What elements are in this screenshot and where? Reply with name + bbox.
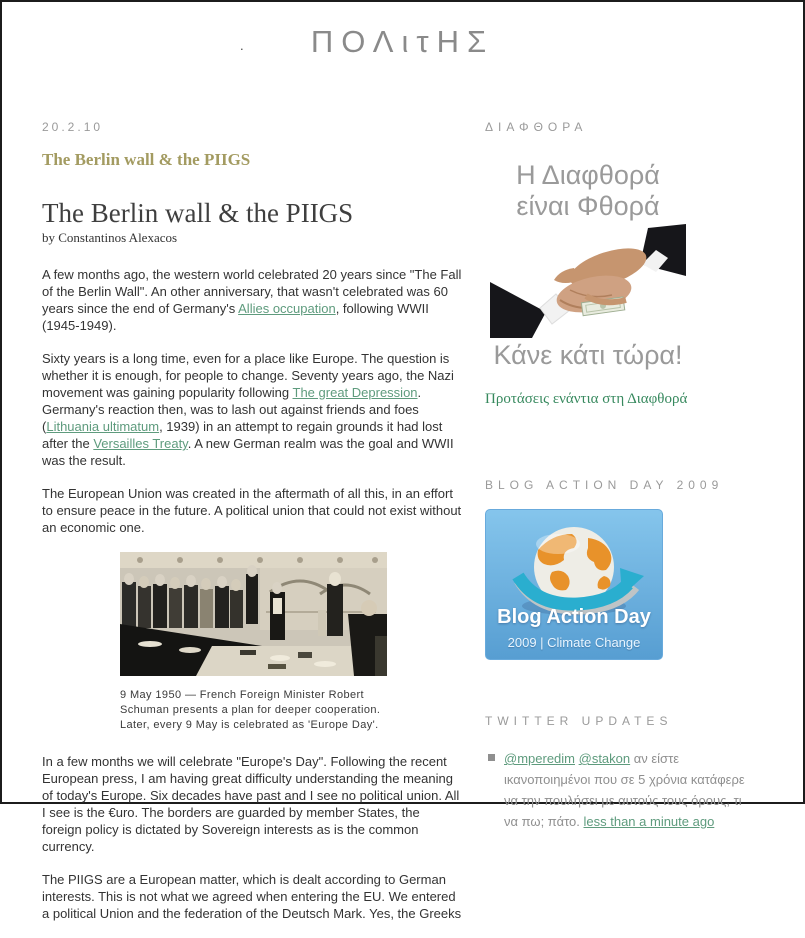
paragraph-1-text: A few months ago, the western world celebrated 20 years since "The Fall of the Berlin Wall". An other anniversary, that wasn't celebrated was 60 years since the end of Germany's [42, 267, 462, 316]
tweet-text [504, 748, 745, 832]
tweet-mention-mperedim[interactable]: @mperedim [504, 751, 575, 766]
post-heading: The Berlin wall & the PIIGS [42, 198, 354, 228]
paragraph-2-text-3: , 1939) in an attempt to regain grounds it had lost after the [42, 419, 443, 451]
corruption-banner-line2: είναι Φθορά [516, 191, 660, 221]
site-header [2, 2, 803, 100]
link-lithuania-ultimatum[interactable]: Lithuania ultimatum [46, 419, 160, 434]
corruption-banner-line1: Η Διαφθορά [516, 160, 660, 190]
paragraph-5: The PIIGS are a European matter, which is dealt according to German interests. This is not what we agreed when entering the EU. We entered a political Union and the federation of the Deutsch Mark. Yes, the Greeks [42, 872, 462, 921]
paragraph-4: In a few months we will celebrate "Europe's Day". Following the recent European press, I am having great difficulty understanding the meaning of today's Europe. Six decades have past and I see no political union. All I see is the €uro. The borders are guarded by member States, the foreign policy is dictated by Sovereign interests as is the common currency. [42, 754, 460, 854]
tweet-timestamp-link[interactable]: less than a minute ago [583, 814, 715, 829]
sidebar-heading-diafthora: ΔΙΑΦΘΟΡΑ [485, 120, 588, 134]
tweet-mention-stakon[interactable]: @stakon [578, 751, 631, 766]
tweet-bullet-icon [488, 754, 495, 761]
post-title-link[interactable]: The Berlin wall & the PIIGS [42, 150, 251, 169]
sidebar-heading-twitter: TWITTER UPDATES [485, 714, 673, 728]
main-column [42, 120, 462, 938]
paragraph-1 [42, 266, 462, 334]
post-date: 20.2.10 [42, 120, 104, 134]
post-byline: by Constantinos Alexacos [42, 230, 178, 245]
link-versailles-treaty[interactable]: Versailles Treaty [93, 436, 188, 451]
tweet-item [485, 748, 745, 832]
tweet-body: αν είστε ικανοποιημένοι που σε 5 χρόνια κατάφερε να την πουλήσει με αυτούς τους όρους, τι να πω; πάτο. [504, 751, 745, 829]
badge-title: Blog Action Day [497, 606, 651, 628]
corruption-banner-cta: Κάνε κάτι τώρα! [493, 340, 683, 370]
paragraph-1-text-2: , following WWII (1945-1949). [42, 301, 429, 333]
badge-subtitle: 2009 | Climate Change [507, 635, 641, 650]
paragraph-2-text-4: . A new German realm was the goal and WWII was the result. [42, 436, 454, 468]
photo-caption: 9 May 1950 — French Foreign Minister Robert Schuman presents a plan for deeper cooperation. Later, every 9 May is celebrated as 'Europe Day'. [120, 689, 381, 731]
paragraph-2-text-2: . Germany's reaction then, was to lash out against friends and foes ( [42, 385, 422, 434]
link-allies-occupation[interactable]: Allies occupation [238, 301, 336, 316]
handshake-bribe-icon [490, 224, 686, 338]
paragraph-2 [42, 350, 462, 469]
schuman-photo-wrap [120, 552, 387, 733]
sidebar [485, 120, 790, 832]
corruption-banner[interactable] [485, 160, 691, 371]
corruption-banner-text [485, 160, 691, 222]
paragraph-3: The European Union was created in the aftermath of all this, in an effort to ensure peace in the future. A political union that could not exist without an economic one. [42, 486, 462, 535]
navbar-dot: . [240, 38, 244, 53]
blog-action-day-badge[interactable] [485, 509, 663, 660]
paragraph-2-text: Sixty years is a long time, even for a place like Europe. The question is whether it is enough, for people to change. Seventy years ago, the Nazi movement was gaining popularity following [42, 351, 454, 400]
site-title[interactable]: ΠΟΛιτΗΣ [310, 24, 495, 59]
anti-corruption-link[interactable]: Προτάσεις ενάντια στη Διαφθορά [485, 391, 688, 407]
schuman-declaration-photo[interactable] [120, 552, 387, 676]
sidebar-heading-blog-action-day: BLOG ACTION DAY 2009 [485, 478, 724, 492]
link-great-depression[interactable]: The great Depression [292, 385, 418, 400]
